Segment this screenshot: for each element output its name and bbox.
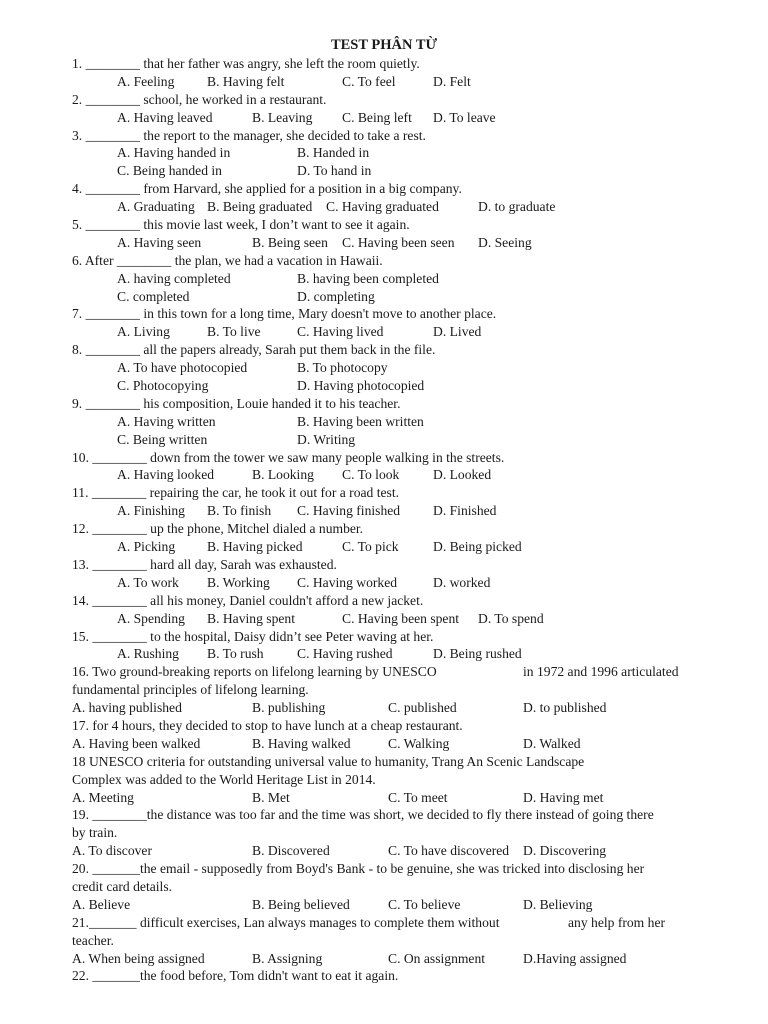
question-text: 22. _______the food before, Tom didn't want to eat it again. [72, 968, 399, 984]
answer-options [72, 574, 718, 592]
answer-option-a[interactable]: A. To have photocopied [117, 360, 248, 376]
question-text-continued: credit card details. [72, 878, 173, 894]
answer-option-a[interactable]: A. Feeling [117, 73, 175, 89]
answer-options [72, 896, 718, 914]
question-item [72, 91, 718, 127]
question-text [72, 860, 718, 878]
answer-option-c[interactable]: C. To meet [388, 789, 448, 805]
answer-option-b[interactable]: B. To finish [207, 503, 272, 519]
question-text [72, 753, 718, 771]
answer-options [72, 73, 718, 91]
question-item [72, 127, 718, 181]
answer-option-d[interactable]: D. completing [297, 288, 375, 304]
answer-option-c[interactable]: C. Having lived [297, 324, 384, 340]
question-item [72, 967, 718, 985]
question-text-continued: teacher. [72, 932, 114, 948]
question-text-continued: Complex was added to the World Heritage List in 2014. [72, 771, 376, 787]
question-text: 15. ________ to the hospital, Daisy didn’t see Peter waving at her. [72, 628, 434, 644]
answer-option-b[interactable]: B. Working [207, 574, 270, 590]
question-text [72, 806, 718, 824]
answer-option-b[interactable]: B. To photocopy [297, 360, 388, 376]
answer-option-b[interactable]: B. Having felt [207, 73, 285, 89]
answer-options [72, 162, 718, 180]
answer-option-d[interactable]: D. Looked [433, 467, 492, 483]
question-text [72, 663, 718, 681]
answer-option-a[interactable]: A. Meeting [72, 789, 134, 805]
answer-options [72, 234, 718, 252]
answer-option-a[interactable]: A. Picking [117, 539, 176, 555]
question-text: 14. ________ all his money, Daniel couldn't afford a new jacket. [72, 592, 424, 608]
answer-option-c[interactable]: C. Having worked [297, 574, 398, 590]
question-text: 17. for 4 hours, they decided to stop to have lunch at a cheap restaurant. [72, 717, 463, 733]
question-text-continued: fundamental principles of lifelong learning. [72, 682, 309, 698]
answer-options [72, 735, 718, 753]
answer-options [72, 466, 718, 484]
answer-options [72, 610, 718, 628]
answer-options [72, 198, 718, 216]
answer-option-d[interactable]: D. To hand in [297, 163, 372, 179]
answer-option-d[interactable]: D. Discovering [523, 843, 607, 859]
answer-options [72, 699, 718, 717]
question-item [72, 806, 718, 860]
question-item [72, 663, 718, 717]
question-text: 9. ________ his composition, Louie handed it to his teacher. [72, 395, 401, 411]
question-item [72, 395, 718, 449]
answer-option-d[interactable]: D. Having met [523, 789, 604, 805]
question-text: 4. ________ from Harvard, she applied for a position in a big company. [72, 181, 462, 197]
question-item [72, 717, 718, 753]
answer-option-d[interactable]: D. Being picked [433, 539, 522, 555]
page-title: TEST PHÂN TỪ [330, 37, 438, 53]
answer-option-c[interactable]: C. Photocopying [117, 378, 209, 394]
answer-option-b[interactable]: B. Handed in [297, 145, 370, 161]
answer-options [72, 645, 718, 663]
question-item [72, 556, 718, 592]
answer-option-b[interactable]: B. Being believed [252, 896, 350, 912]
answer-option-a[interactable]: A. Graduating [117, 199, 195, 215]
question-text-part: 20. _______the email - supposedly from Boyd's Bank - to be genuine, she was tricked into disclosing her [72, 861, 645, 877]
answer-option-d[interactable]: D. Felt [433, 73, 471, 89]
answer-option-c[interactable]: C. Having been spent [342, 610, 460, 626]
answer-options [72, 502, 718, 520]
answer-option-d[interactable]: D. Believing [523, 896, 593, 912]
question-text-part: 18 UNESCO criteria for outstanding universal value to humanity, Trang An Scenic Landscape [72, 753, 585, 769]
question-item [72, 753, 718, 807]
answer-option-c[interactable]: C. To look [342, 467, 400, 483]
answer-option-d[interactable]: D. Finished [433, 503, 497, 519]
answer-option-c[interactable]: C. To believe [388, 896, 461, 912]
answer-option-b[interactable]: B. Assigning [252, 950, 323, 966]
answer-options [72, 950, 718, 968]
question-text: 8. ________ all the papers already, Sarah put them back in the file. [72, 342, 436, 358]
question-item [72, 252, 718, 306]
answer-option-c[interactable]: C. To pick [342, 539, 399, 555]
answer-options [72, 431, 718, 449]
answer-option-a[interactable]: A. To work [117, 574, 179, 590]
answer-option-b[interactable]: B. Met [252, 789, 290, 805]
answer-option-c[interactable]: C. To feel [342, 73, 396, 89]
question-text-continued: by train. [72, 825, 118, 841]
question-text: 13. ________ hard all day, Sarah was exhausted. [72, 556, 337, 572]
answer-option-b[interactable]: B. To live [207, 324, 261, 340]
question-item [72, 55, 718, 91]
answer-option-d[interactable]: D. to published [523, 700, 607, 716]
answer-options [72, 144, 718, 162]
question-item [72, 628, 718, 664]
answer-option-d[interactable]: D. Being rushed [433, 646, 522, 662]
question-text: 7. ________ in this town for a long time, Mary doesn't move to another place. [72, 306, 497, 322]
answer-options [72, 323, 718, 341]
answer-option-a[interactable]: A. Believe [72, 896, 131, 912]
answer-options [72, 270, 718, 288]
question-item [72, 449, 718, 485]
answer-option-b[interactable]: B. Looking [252, 467, 314, 483]
question-text: 5. ________ this movie last week, I don’t want to see it again. [72, 217, 410, 233]
answer-options [72, 359, 718, 377]
answer-option-b[interactable]: B. Discovered [252, 843, 330, 859]
answer-option-c[interactable]: C. Walking [388, 735, 450, 751]
question-text: 6. After ________ the plan, we had a vacation in Hawaii. [72, 252, 383, 268]
question-text: 3. ________ the report to the manager, she decided to take a rest. [72, 127, 426, 143]
answer-option-c[interactable]: C. published [388, 700, 457, 716]
answer-options [72, 789, 718, 807]
answer-option-c[interactable]: C. completed [117, 288, 190, 304]
answer-option-d[interactable]: D. Having photocopied [297, 378, 425, 394]
question-item [72, 305, 718, 341]
answer-options [72, 109, 718, 127]
answer-option-a[interactable]: A. To discover [72, 843, 152, 859]
answer-option-c[interactable]: C. On assignment [388, 950, 486, 966]
answer-option-a[interactable]: A. having published [72, 700, 182, 716]
answer-option-b[interactable]: B. Having been written [297, 413, 424, 429]
question-item [72, 914, 718, 968]
question-text-part: 19. ________the distance was too far and the time was short, we decided to fly there instead of going there [72, 807, 654, 823]
answer-option-a[interactable]: A. Spending [117, 610, 185, 626]
answer-option-c[interactable]: C. Being written [117, 431, 208, 447]
question-list [72, 55, 718, 985]
question-item [72, 592, 718, 628]
answer-option-c[interactable]: C. Having graduated [326, 199, 439, 215]
question-item [72, 520, 718, 556]
question-text: 11. ________ repairing the car, he took it out for a road test. [72, 485, 399, 501]
question-text-part: any help from her [568, 914, 666, 930]
answer-option-b[interactable]: B. Leaving [252, 109, 313, 125]
answer-options [72, 538, 718, 556]
answer-option-a[interactable]: A. Finishing [117, 503, 185, 519]
answer-option-d[interactable]: D. to graduate [478, 199, 556, 215]
answer-option-a[interactable]: A. Having seen [117, 234, 202, 250]
answer-options [72, 377, 718, 395]
answer-option-c[interactable]: C. Having rushed [297, 646, 393, 662]
answer-option-a[interactable]: A. Having leaved [117, 109, 213, 125]
answer-option-c[interactable]: C. Having finished [297, 503, 401, 519]
question-text: 10. ________ down from the tower we saw many people walking in the streets. [72, 449, 505, 465]
question-item [72, 216, 718, 252]
answer-option-a[interactable]: A. Living [117, 324, 170, 340]
answer-option-d[interactable]: D. worked [433, 574, 491, 590]
answer-options [72, 413, 718, 431]
question-text-part: in 1972 and 1996 articulated [523, 664, 679, 680]
answer-option-c[interactable]: C. Being handed in [117, 163, 222, 179]
answer-option-b[interactable]: B. publishing [252, 700, 326, 716]
answer-option-a[interactable]: A. Having handed in [117, 145, 231, 161]
answer-option-b[interactable]: B. To rush [207, 646, 264, 662]
answer-option-b[interactable]: B. Having spent [207, 610, 295, 626]
answer-option-d[interactable]: D. Lived [433, 324, 482, 340]
answer-option-b[interactable]: B. having been completed [297, 270, 439, 286]
answer-option-a[interactable]: A. Rushing [117, 646, 179, 662]
answer-option-a[interactable]: A. Having been walked [72, 735, 201, 751]
answer-options [72, 288, 718, 306]
question-item [72, 180, 718, 216]
question-text: 2. ________ school, he worked in a restaurant. [72, 91, 327, 107]
answer-option-a[interactable]: A. Having written [117, 413, 216, 429]
answer-option-d[interactable]: D. To leave [433, 109, 496, 125]
question-text: 1. ________ that her father was angry, she left the room quietly. [72, 56, 420, 71]
answer-option-d[interactable]: D. Writing [297, 431, 356, 447]
answer-option-a[interactable]: A. having completed [117, 270, 231, 286]
answer-option-b[interactable]: B. Being graduated [207, 199, 313, 215]
question-item [72, 484, 718, 520]
answer-option-b[interactable]: B. Having walked [252, 735, 351, 751]
answer-option-c[interactable]: C. Being left [342, 109, 412, 125]
answer-option-d[interactable]: D. Seeing [478, 234, 532, 250]
answer-options [72, 842, 718, 860]
answer-option-c[interactable]: C. Having been seen [342, 234, 455, 250]
answer-option-d[interactable]: D. To spend [478, 610, 544, 626]
answer-option-d[interactable]: D. Walked [523, 735, 581, 751]
question-text-part: 21._______ difficult exercises, Lan always manages to complete them without [72, 914, 500, 930]
answer-option-a[interactable]: A. When being assigned [72, 950, 205, 966]
answer-option-b[interactable]: B. Having picked [207, 539, 303, 555]
answer-option-c[interactable]: C. To have discovered [388, 843, 510, 859]
answer-option-d[interactable]: D.Having assigned [523, 950, 627, 966]
question-text [72, 914, 718, 932]
answer-option-a[interactable]: A. Having looked [117, 467, 215, 483]
answer-option-b[interactable]: B. Being seen [252, 234, 328, 250]
question-item [72, 860, 718, 914]
question-text-part: 16. Two ground-breaking reports on lifelong learning by UNESCO [72, 664, 437, 680]
question-text: 12. ________ up the phone, Mitchel dialed a number. [72, 521, 364, 537]
question-item [72, 341, 718, 395]
